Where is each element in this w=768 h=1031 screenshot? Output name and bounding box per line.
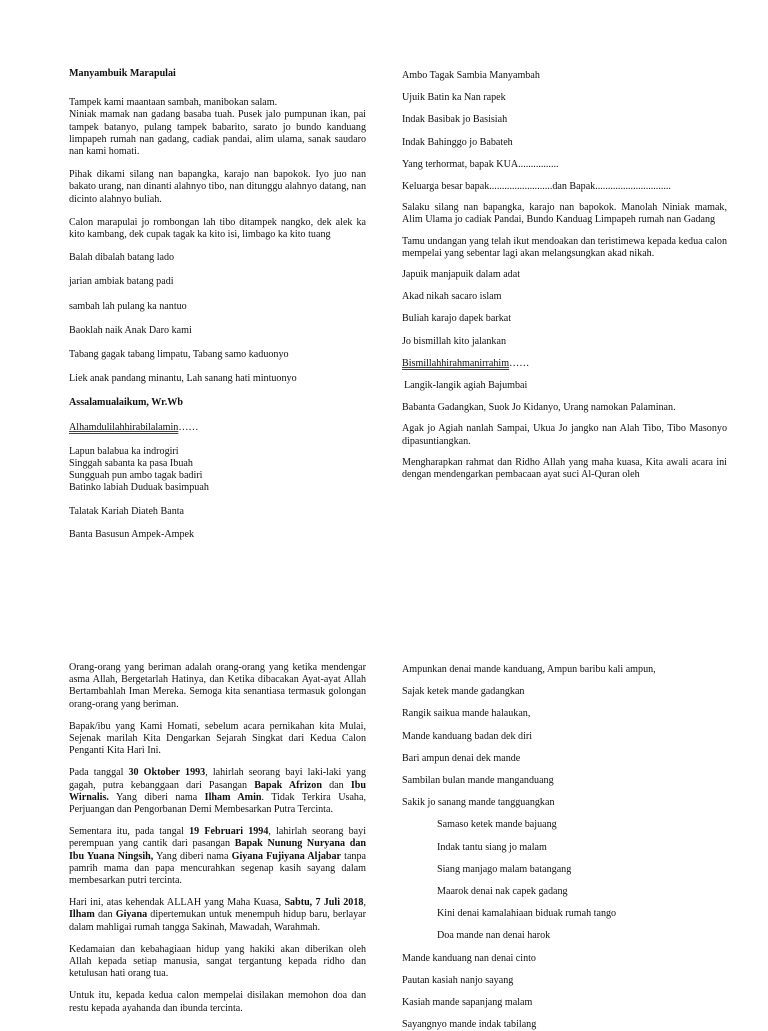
paragraph: Tamu undangan yang telah ikut mendoakan dan teristimewa kepada kedua calon mempelai yang sebentar lagi akan melangsungkan akad nikah. — [402, 235, 727, 259]
top-left-column — [69, 68, 366, 541]
text: . Tidak Terkira Usaha, Perjuangan dan Pengorbanan Demi Membesarkan Putra Tercinta. — [69, 791, 366, 816]
paragraph: Pihak dikami silang nan bapangka, karajo nan bapokok. Iyo juo nan bakato urang, nan dinanti alahnyo tibo, nan ditunggu alahnyo datang, nan dicinto alahnyo buliah. — [69, 169, 366, 205]
groom-name: Ilham Amin — [204, 791, 262, 803]
verse-line: Buliah karajo dapek barkat — [402, 313, 512, 325]
paragraph: Niniak mamak nan gadang basaba tuah. Pusek jalo pumpunan ikan, pai tampek batanyo, pulang tampek babarito, sarato jo bundo kanduang limpapeh rumah nan gadang, cadiak pandai, alim ulama, sanak saudaro nan kami homati. — [69, 109, 366, 158]
paragraph: Kedamaian dan kebahagiaan hidup yang hakiki akan diberikan oleh Allah kepada setiap manusia, sangat tergantung kepada ridho dan ketulusan hati orang tua. — [69, 943, 366, 980]
verse-line: Keluarga besar bapak.........................dan Bapak.............................. — [402, 181, 671, 193]
top-right-column — [402, 70, 727, 481]
groom-short-name: Ilham — [69, 909, 95, 921]
text: , lahirlah seorang bayi laki-laki yang gagah, putra kebanggaan dari Pasangan — [69, 767, 366, 791]
paragraph: Agak jo Agiah nanlah Sampai, Ukua Jo jangko nan Alah Tibo, Tibo Masonyo dipasuntiangkan. — [402, 423, 727, 447]
verse-line: Sakik jo sanang mande tangguangkan — [402, 797, 555, 809]
bride-parents: Bapak Nunung Nuryana dan Ibu Yuana Ningsih, — [69, 838, 367, 862]
text: tanpa pamrih mama dan papa mencurahkan segenap kasih sayang dalam membesarkan putri tercinta. — [69, 850, 366, 887]
groom-birth-date: 30 Oktober 1993 — [128, 767, 206, 779]
verse-line: Ampunkan denai mande kanduang, Ampun baribu kali ampun, — [402, 664, 656, 675]
pantun-line: Batinko labiah Duduak basimpuah — [69, 482, 209, 494]
paragraph: Salaku silang nan bapangka, karajo nan bapokok. Manolah Niniak mamak, Alim Ulama jo cadiak Pandai, Bundo Kanduag Limpapeh rumah nan Gadang — [402, 202, 727, 226]
verse-line: Bari ampun denai dek mande — [402, 752, 521, 764]
text: dan — [321, 779, 351, 791]
paragraph: Orang-orang yang beriman adalah orang-orang yang ketika mendengar asma Allah, Bergetarlah Hatinya, dan Ketika dibacakan Ayat-ayat Allah Bertambahlah Iman Mereka. Semoga kita senantiasa termasuk golongan orang-orang yang beriman. — [69, 662, 366, 710]
ellipsis: …… — [178, 421, 199, 433]
verse-line: Akad nikah sacaro islam — [402, 291, 502, 303]
groom-father: Bapak Afrizon — [254, 779, 322, 791]
pantun-line: Singgah sabanta ka pasa Ibuah — [69, 458, 193, 470]
text: , — [363, 897, 366, 909]
text: , lahirlah seorang bayi perempuan yang cantik dari pasangan — [69, 826, 366, 850]
paragraph: Bapak/ibu yang Kami Homati, sebelum acara pernikahan kita Mulai, Sejenak marilah Kita Dengarkan Sejarah Singkat dari Kedua Calon Penganti Kita Hari Ini. — [69, 720, 366, 757]
paragraph: Mengharapkan rahmat dan Ridho Allah yang maha kuasa, Kita awali acara ini dengan mendengarkan pembacaan ayat suci Al-Quran oleh — [402, 456, 727, 481]
verse-line: Balah dibalah batang lado — [69, 252, 175, 264]
wedding-date: Sabtu, 7 Juli 2018 — [284, 897, 364, 909]
verse-line: sambah lah pulang ka nantuo — [69, 300, 187, 312]
verse-line: Langik-langik agiah Bajumbai — [404, 380, 528, 392]
bride-short-name: Giyana — [115, 909, 148, 921]
verse-line-indented: Indak tantu siang jo malam — [437, 841, 547, 853]
text: Pada tanggal — [69, 767, 129, 779]
verse-line: Liek anak pandang minantu, Lah sanang hati mintuonyo — [69, 373, 297, 385]
bride-name: Giyana Fujiyana Aljabar — [231, 850, 342, 862]
verse-line: Indak Bahinggo jo Babateh — [402, 136, 513, 148]
verse-line: Sajak ketek mande gadangkan — [402, 686, 525, 698]
text: dipertemukan untuk menempuh hidup baru, berlayar dalam mahligai rumah tangga Sakinah, Mawadah, Warahmah. — [69, 909, 366, 933]
verse-line: Indak Basibak jo Basisiah — [402, 114, 508, 126]
verse-line: Kasiah mande sapanjang malam — [402, 997, 533, 1009]
verse-line-indented: Maarok denai nak capek gadang — [437, 886, 568, 898]
hamdalah-line — [69, 422, 366, 434]
verse-line: Sayangnyo mande indak tabilang — [402, 1019, 537, 1031]
paragraph: Tampek kami maantaan sambah, manibokan salam. — [69, 97, 278, 109]
verse-line: Mande kanduang nan denai cinto — [402, 952, 536, 964]
verse-line: Japuik manjapuik dalam adat — [402, 269, 521, 281]
verse-line: Tabang gagak tabang limpatu, Tabang samo kaduonyo — [69, 349, 289, 361]
text: Hari ini, atas kehendak ALLAH yang Maha Kuasa, — [69, 897, 285, 909]
pantun-line: Sungguah pun ambo tagak badiri — [69, 470, 203, 482]
verse-line-indented: Doa mande nan denai harok — [437, 930, 551, 942]
hamdalah-text: Alhamdulilahhirabilalamin — [69, 421, 179, 433]
verse-line: Mande kanduang badan dek diri — [402, 730, 533, 742]
verse-line: Pautan kasiah nanjo sayang — [402, 974, 514, 986]
verse-line: Jo bismillah kito jalankan — [402, 335, 507, 347]
bride-birth-date: 19 Februari 1994 — [189, 826, 269, 838]
verse-line: Yang terhormat, bapak KUA................ — [402, 158, 559, 170]
ellipsis: …… — [509, 357, 530, 369]
verse-line: Rangik saikua mande halaukan, — [402, 708, 531, 720]
text: dan — [94, 909, 116, 921]
text: Yang diberi nama — [153, 850, 232, 862]
verse-line-indented: Kini denai kamalahiaan biduak rumah tango — [437, 908, 617, 920]
verse-line: Ujuik Batin ka Nan rapek — [402, 92, 506, 104]
paragraph: Untuk itu, kepada kedua calon mempelai disilakan memohon doa dan restu kepada ayahanda dan ibunda tercinta. — [69, 990, 366, 1014]
basmalah-line — [402, 358, 727, 370]
verse-line: Baoklah naik Anak Daro kami — [69, 324, 192, 336]
bride-history-paragraph — [69, 826, 366, 887]
bottom-right-column — [402, 664, 727, 1031]
text: Yang diberi nama — [108, 791, 205, 803]
greeting: Assalamualaikum, Wr.Wb — [69, 397, 183, 409]
verse-line-indented: Siang manjago malam batangang — [437, 863, 572, 875]
verse-line: Sambilan bulan mande manganduang — [402, 775, 554, 787]
wedding-date-paragraph — [69, 897, 366, 934]
pantun-line: Lapun balabua ka indrogiri — [69, 445, 179, 457]
verse-line: Talatak Kariah Diateh Banta — [69, 505, 185, 517]
verse-line: Banta Basusun Ampek-Ampek — [69, 528, 195, 540]
text: Sementara itu, pada tangal — [69, 826, 190, 838]
verse-line: Babanta Gadangkan, Suok Jo Kidanyo, Urang namokan Palaminan. — [402, 402, 676, 414]
paragraph: Calon marapulai jo rombongan lah tibo ditampek nangko, dek alek ka kito kambang, dek cupak tagak ka kito isi, limbago ka kito tuang — [69, 216, 366, 241]
groom-history-paragraph — [69, 767, 366, 816]
basmalah-text: Bismillahhirahmanirrahim — [402, 357, 510, 369]
verse-line: jarian ambiak batang padi — [69, 276, 174, 288]
section-title: Manyambuik Marapulai — [69, 68, 176, 79]
verse-line: Ambo Tagak Sambia Manyambah — [402, 70, 540, 81]
groom-mother: Ibu Wirnalis. — [69, 779, 366, 803]
bottom-left-column — [69, 662, 366, 1015]
verse-line-indented: Samaso ketek mande bajuang — [437, 819, 557, 831]
